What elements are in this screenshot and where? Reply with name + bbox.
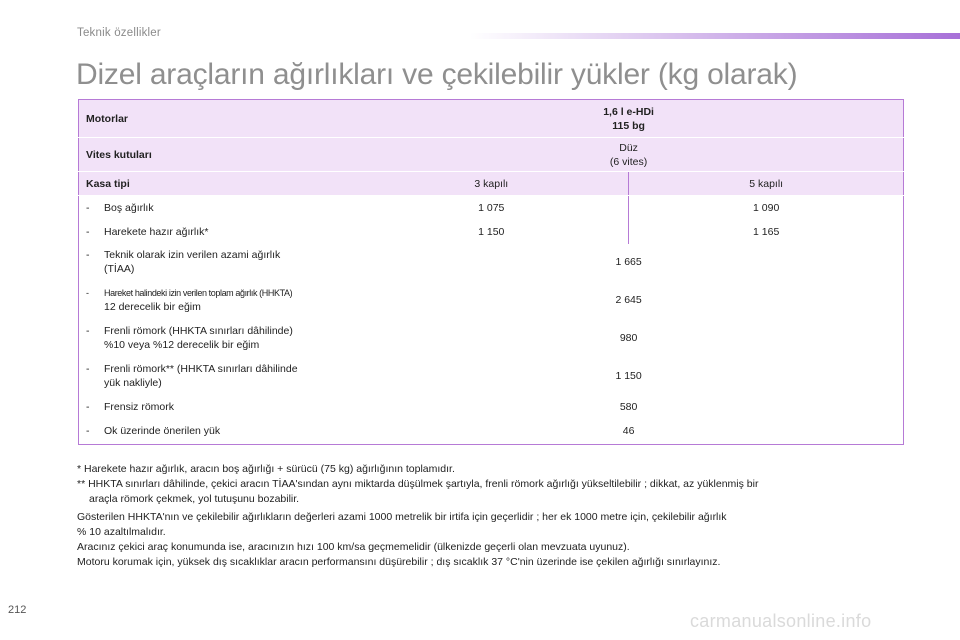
gearbox-type: Düz bbox=[619, 141, 638, 154]
row-label-cont: %10 veya %12 derecelik bir eğim bbox=[104, 338, 260, 351]
gearbox-cell bbox=[354, 138, 903, 172]
row-value: 1 150 bbox=[615, 369, 642, 382]
row-label: Boş ağırlık bbox=[104, 201, 154, 214]
body-type-3door: 3 kapılı bbox=[354, 172, 629, 196]
table-row bbox=[79, 220, 904, 244]
footnotes bbox=[77, 462, 927, 570]
table-row bbox=[79, 419, 904, 445]
row-dash: - bbox=[86, 225, 90, 238]
footnote-2: ** HHKTA sınırları dâhilinde, çekici aracın TİAA'sından aynı miktarda düşülmek şartıyla, frenli römork ağırlığı yükseltilebilir ; dikkat, az yüklenmiş bir bbox=[77, 478, 759, 490]
body-type-row bbox=[79, 172, 904, 196]
row-value: 580 bbox=[619, 400, 638, 413]
row-value: 1 665 bbox=[615, 256, 642, 268]
engines-label: Motorlar bbox=[79, 100, 355, 138]
header-divider bbox=[470, 33, 960, 39]
row-label-cont: 12 derecelik bir eğim bbox=[104, 300, 201, 313]
row-label: Hareket halindeki izin verilen toplam ağırlık (HHKTA) bbox=[104, 287, 293, 298]
table-row bbox=[79, 244, 904, 281]
table-row bbox=[79, 281, 904, 319]
row-dash: - bbox=[86, 249, 90, 261]
row-value-3door: 1 075 bbox=[478, 201, 505, 214]
row-label: Frenli römork (HHKTA sınırları dâhilinde) bbox=[104, 324, 293, 337]
row-dash: - bbox=[86, 201, 90, 214]
section-label: Teknik özellikler bbox=[77, 27, 161, 39]
table-row bbox=[79, 196, 904, 220]
row-dash: - bbox=[86, 287, 89, 298]
note-altitude-cont: % 10 azaltılmalıdır. bbox=[77, 526, 166, 538]
row-label: Frenli römork** (HHKTA sınırları dâhilinde bbox=[104, 362, 298, 375]
row-label: Ok üzerinde önerilen yük bbox=[104, 425, 221, 438]
body-type-5door: 5 kapılı bbox=[629, 172, 904, 196]
engine-name: 1,6 l e-HDi bbox=[603, 105, 654, 118]
note-temperature: Motoru korumak için, yüksek dış sıcaklıklar aracın performansını düşürebilir ; dış sıcaklık 37 °C'nin üzerinde ise çekilen ağırlığı sınırlayınız. bbox=[77, 556, 721, 568]
row-label: Frensiz römork bbox=[104, 400, 175, 413]
engine-cell bbox=[354, 100, 903, 138]
row-label-cont: (TİAA) bbox=[104, 263, 135, 275]
table-row bbox=[79, 357, 904, 395]
gearbox-row bbox=[79, 138, 904, 172]
gearbox-label: Vites kutuları bbox=[79, 138, 355, 172]
row-value: 980 bbox=[619, 331, 638, 344]
table-row bbox=[79, 319, 904, 357]
body-type-label: Kasa tipi bbox=[79, 172, 355, 196]
engine-power: 115 bg bbox=[612, 119, 645, 132]
footnote-1: * Harekete hazır ağırlık, aracın boş ağırlığı + sürücü (75 kg) ağırlığının toplamıdır. bbox=[77, 463, 455, 475]
row-dash: - bbox=[86, 362, 90, 375]
row-label-cont: yük nakliyle) bbox=[104, 376, 162, 389]
row-value-5door: 1 090 bbox=[629, 196, 904, 220]
note-speed: Aracınız çekici araç konumunda ise, aracınızın hızı 100 km/sa geçmemelidir (ülkenizde geçerli olan mevzuata uyunuz). bbox=[77, 541, 630, 553]
page-title: Dizel araçların ağırlıkları ve çekilebilir yükler (kg olarak) bbox=[76, 58, 798, 91]
row-value-5door: 1 165 bbox=[629, 220, 904, 244]
watermark: carmanualsonline.info bbox=[690, 611, 872, 631]
row-value: 2 645 bbox=[615, 293, 642, 306]
spec-table bbox=[78, 99, 904, 445]
footnote-2-cont: araçla römork çekmek, yol tutuşunu bozabilir. bbox=[89, 493, 300, 505]
gearbox-speeds: (6 vites) bbox=[609, 155, 648, 168]
table-row bbox=[79, 395, 904, 419]
row-label: Harekete hazır ağırlık* bbox=[104, 225, 209, 238]
row-dash: - bbox=[86, 400, 90, 413]
note-altitude: Gösterilen HHKTA'nın ve çekilebilir ağırlıkların değerleri azami 1000 metrelik bir irtifa için geçerlidir ; her ek 1000 metre için, çekilebilir ağırlık bbox=[77, 511, 727, 523]
page-number: 212 bbox=[8, 604, 27, 616]
row-label: Teknik olarak izin verilen azami ağırlık bbox=[104, 249, 281, 261]
row-dash: - bbox=[86, 425, 90, 438]
row-dash: - bbox=[86, 324, 90, 337]
row-value-3door: 1 150 bbox=[478, 225, 505, 238]
engines-row bbox=[79, 100, 904, 138]
row-value: 46 bbox=[622, 425, 635, 438]
